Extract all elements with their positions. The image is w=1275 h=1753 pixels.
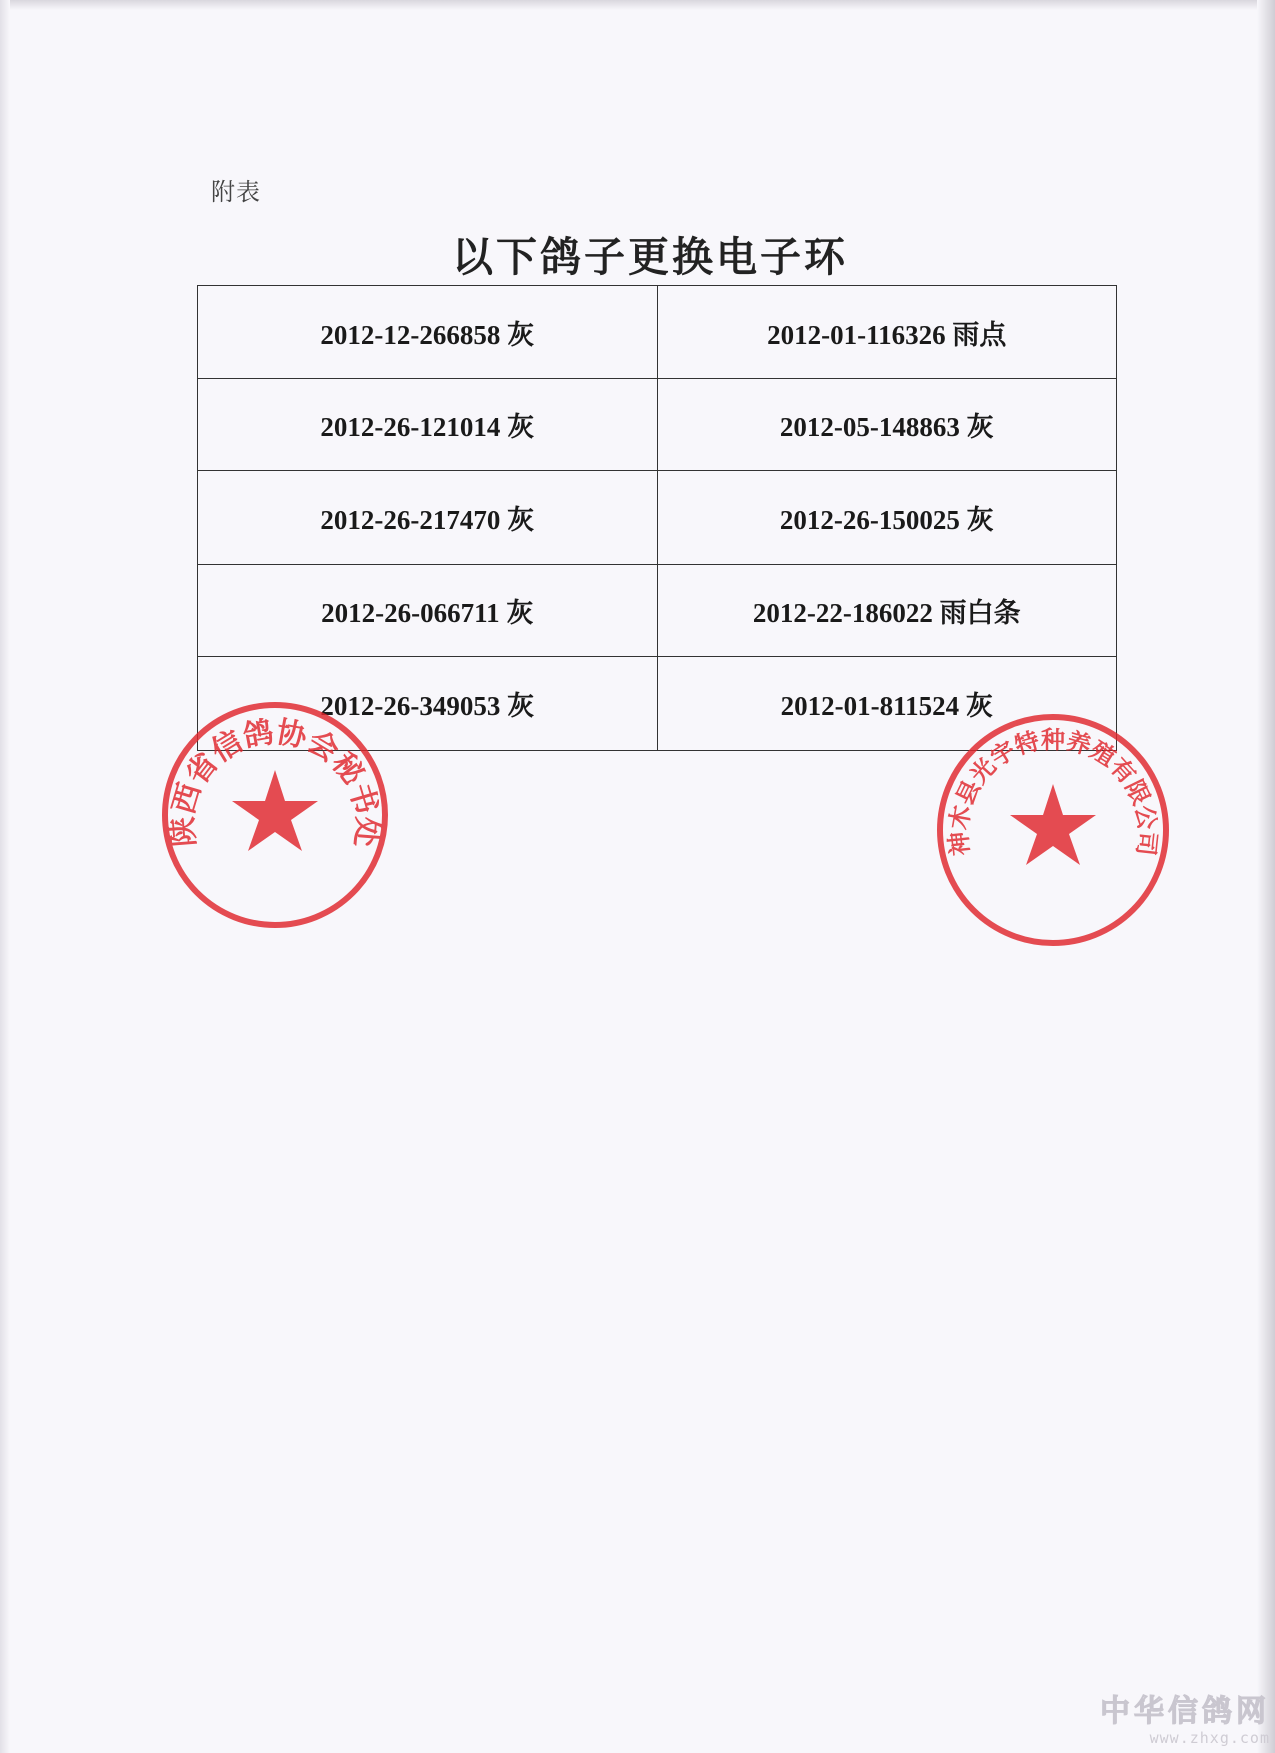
page-edge-top (0, 0, 1275, 10)
watermark-name: 中华信鸽网 (1100, 1694, 1270, 1729)
table-cell: 2012-26-150025 灰 (657, 471, 1117, 565)
table-cell: 2012-26-217470 灰 (198, 471, 658, 565)
document-title: 以下鸽子更换电子环 (452, 233, 848, 281)
site-watermark (1075, 1695, 1270, 1747)
table-cell: 2012-26-066711 灰 (198, 565, 658, 657)
table-row (198, 286, 1117, 379)
seal-star (1010, 784, 1096, 865)
table-row (198, 471, 1117, 565)
table-row (198, 657, 1117, 751)
seal-text: 神木县光宇特种养殖有限公司 (944, 725, 1162, 858)
seal-star (232, 770, 318, 851)
table-row (198, 379, 1117, 471)
table-cell: 2012-01-116326 雨点 (657, 286, 1117, 379)
seal-text: 陕西省信鸽协会秘书处 (165, 714, 385, 849)
table-cell: 2012-05-148863 灰 (657, 379, 1117, 471)
table-cell: 2012-12-266858 灰 (198, 286, 658, 379)
watermark-url: www.zhxg.com (1149, 1729, 1270, 1747)
page-edge-left (0, 0, 10, 1753)
table-cell: 2012-26-349053 灰 (198, 657, 658, 751)
page-edge-right (1257, 0, 1275, 1753)
table-cell: 2012-26-121014 灰 (198, 379, 658, 471)
document-caption: 附表 (211, 178, 261, 206)
table-row (198, 565, 1117, 657)
table-cell: 2012-22-186022 雨白条 (657, 565, 1117, 657)
table-cell: 2012-01-811524 灰 (657, 657, 1117, 751)
ring-table (197, 285, 1117, 751)
